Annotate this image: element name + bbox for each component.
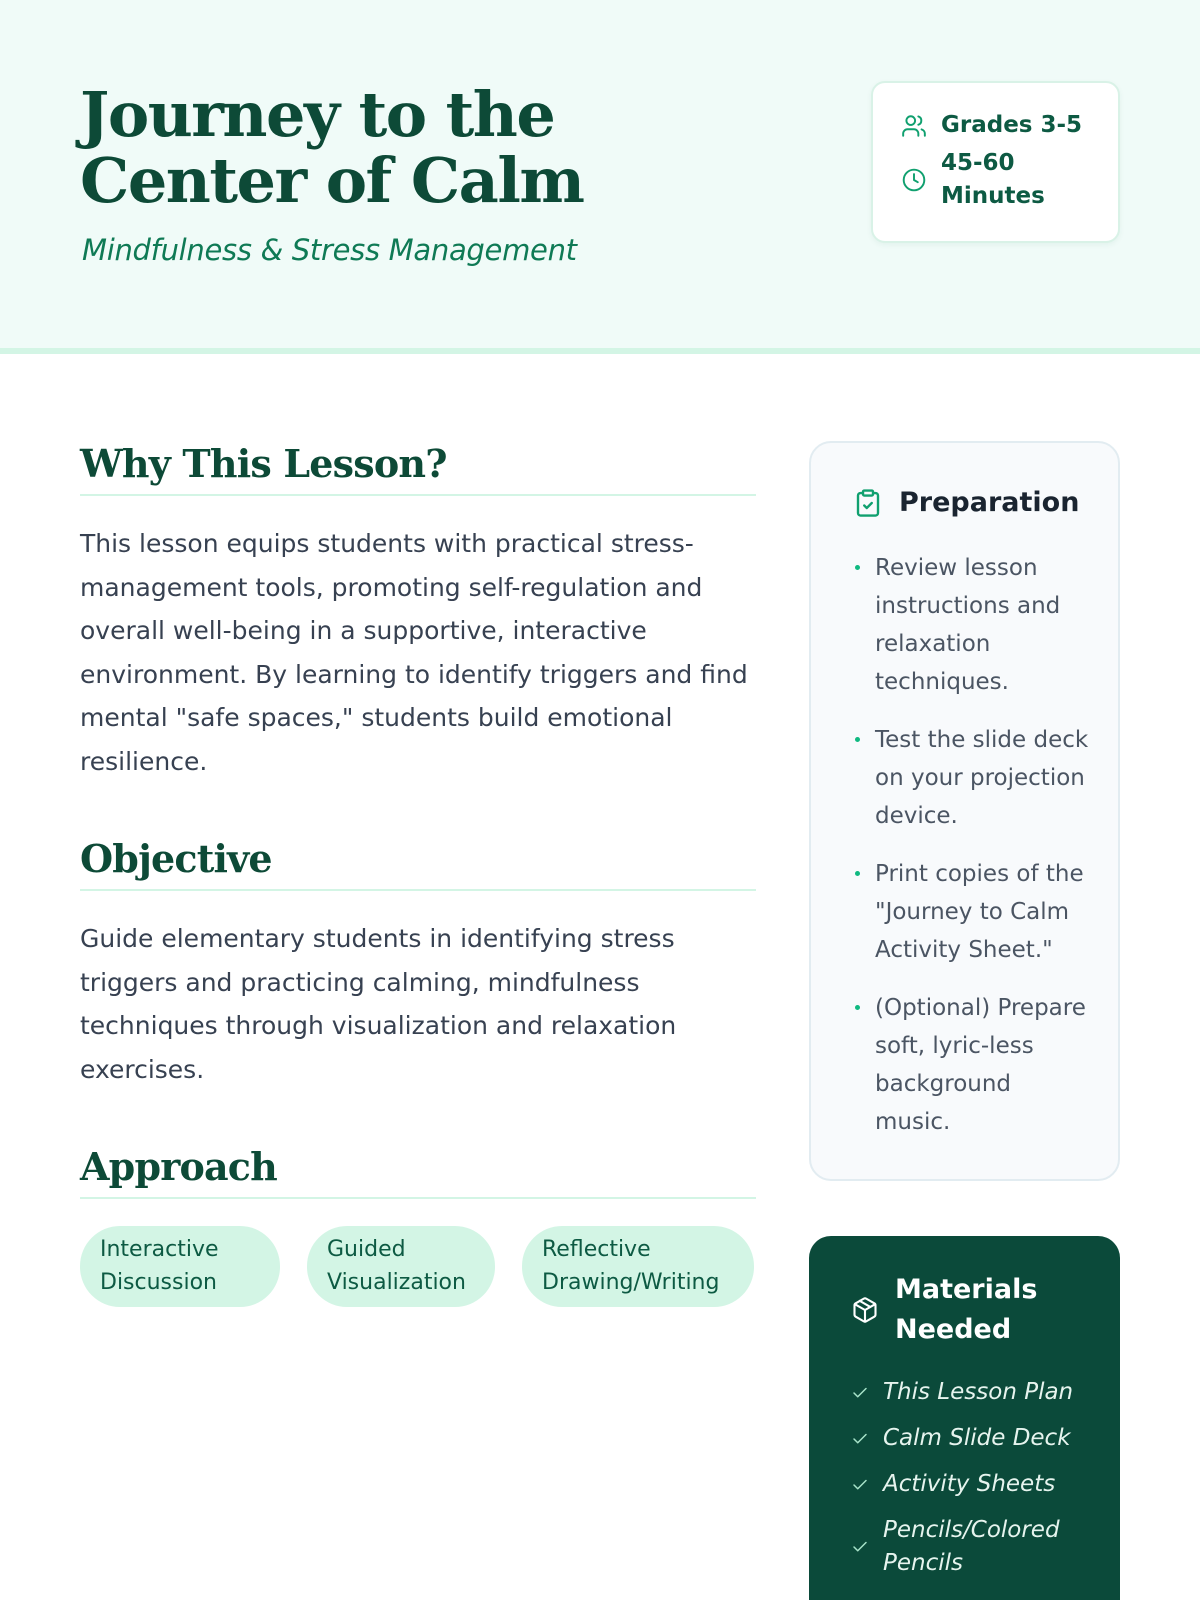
users-icon xyxy=(901,113,927,139)
check-icon xyxy=(851,1384,869,1402)
list-item xyxy=(851,1468,1101,1501)
preparation-list xyxy=(853,549,1093,1161)
check-icon xyxy=(851,1476,869,1494)
approach-chips xyxy=(80,1226,754,1307)
material-label: Calm Slide Deck xyxy=(883,1425,1071,1451)
preparation-card xyxy=(809,441,1120,1181)
approach-chip: Interactive Discussion xyxy=(80,1226,280,1307)
clock-icon xyxy=(901,167,927,193)
list-item: Review lesson instructions and relaxation techniques. xyxy=(853,549,1093,701)
approach-chip: Guided Visualization xyxy=(307,1226,495,1307)
why-heading: Why This Lesson? xyxy=(80,441,756,496)
material-label: Activity Sheets xyxy=(883,1471,1056,1497)
list-item: Print copies of the "Journey to Calm Activity Sheet." xyxy=(853,855,1093,969)
page-subtitle: Mindfulness & Stress Management xyxy=(82,233,577,267)
lesson-header xyxy=(0,0,1200,354)
clipboard-check-icon xyxy=(853,488,883,518)
approach-heading: Approach xyxy=(80,1144,756,1199)
grades-label: Grades 3-5 xyxy=(941,112,1083,138)
list-item xyxy=(851,1376,1101,1409)
grades-row xyxy=(901,109,1082,142)
materials-title: Materials Needed xyxy=(895,1274,1038,1345)
check-icon xyxy=(851,1538,869,1556)
lesson-info-card xyxy=(871,81,1120,243)
preparation-header xyxy=(853,487,1079,518)
list-item xyxy=(851,1514,1101,1580)
preparation-title: Preparation xyxy=(899,487,1080,518)
objective-body: Guide elementary students in identifying stress triggers and practicing calming, mindfulness techniques through visualization and relaxation exercises. xyxy=(80,924,677,1084)
objective-heading: Objective xyxy=(80,836,756,891)
approach-chip: Reflective Drawing/Writing xyxy=(522,1226,754,1307)
duration-row xyxy=(901,147,1051,213)
materials-card xyxy=(809,1236,1120,1600)
material-label: Pencils/Colored Pencils xyxy=(883,1517,1060,1576)
material-label: This Lesson Plan xyxy=(883,1379,1074,1405)
page-title: Journey to the Center of Calm xyxy=(80,78,584,217)
list-item: (Optional) Prepare soft, lyric-less background music. xyxy=(853,989,1093,1141)
list-item: Test the slide deck on your projection device. xyxy=(853,721,1093,835)
package-icon xyxy=(851,1296,879,1324)
materials-header xyxy=(851,1270,1055,1350)
list-item xyxy=(851,1422,1101,1455)
materials-list xyxy=(851,1376,1101,1593)
check-icon xyxy=(851,1430,869,1448)
why-body: This lesson equips students with practical stress-management tools, promoting self-regulation and overall well-being in a supportive, interactive environment. By learning to identify triggers and find mental "safe spaces," students build emotional resilience. xyxy=(80,529,748,776)
duration-label: 45-60 Minutes xyxy=(941,150,1045,209)
